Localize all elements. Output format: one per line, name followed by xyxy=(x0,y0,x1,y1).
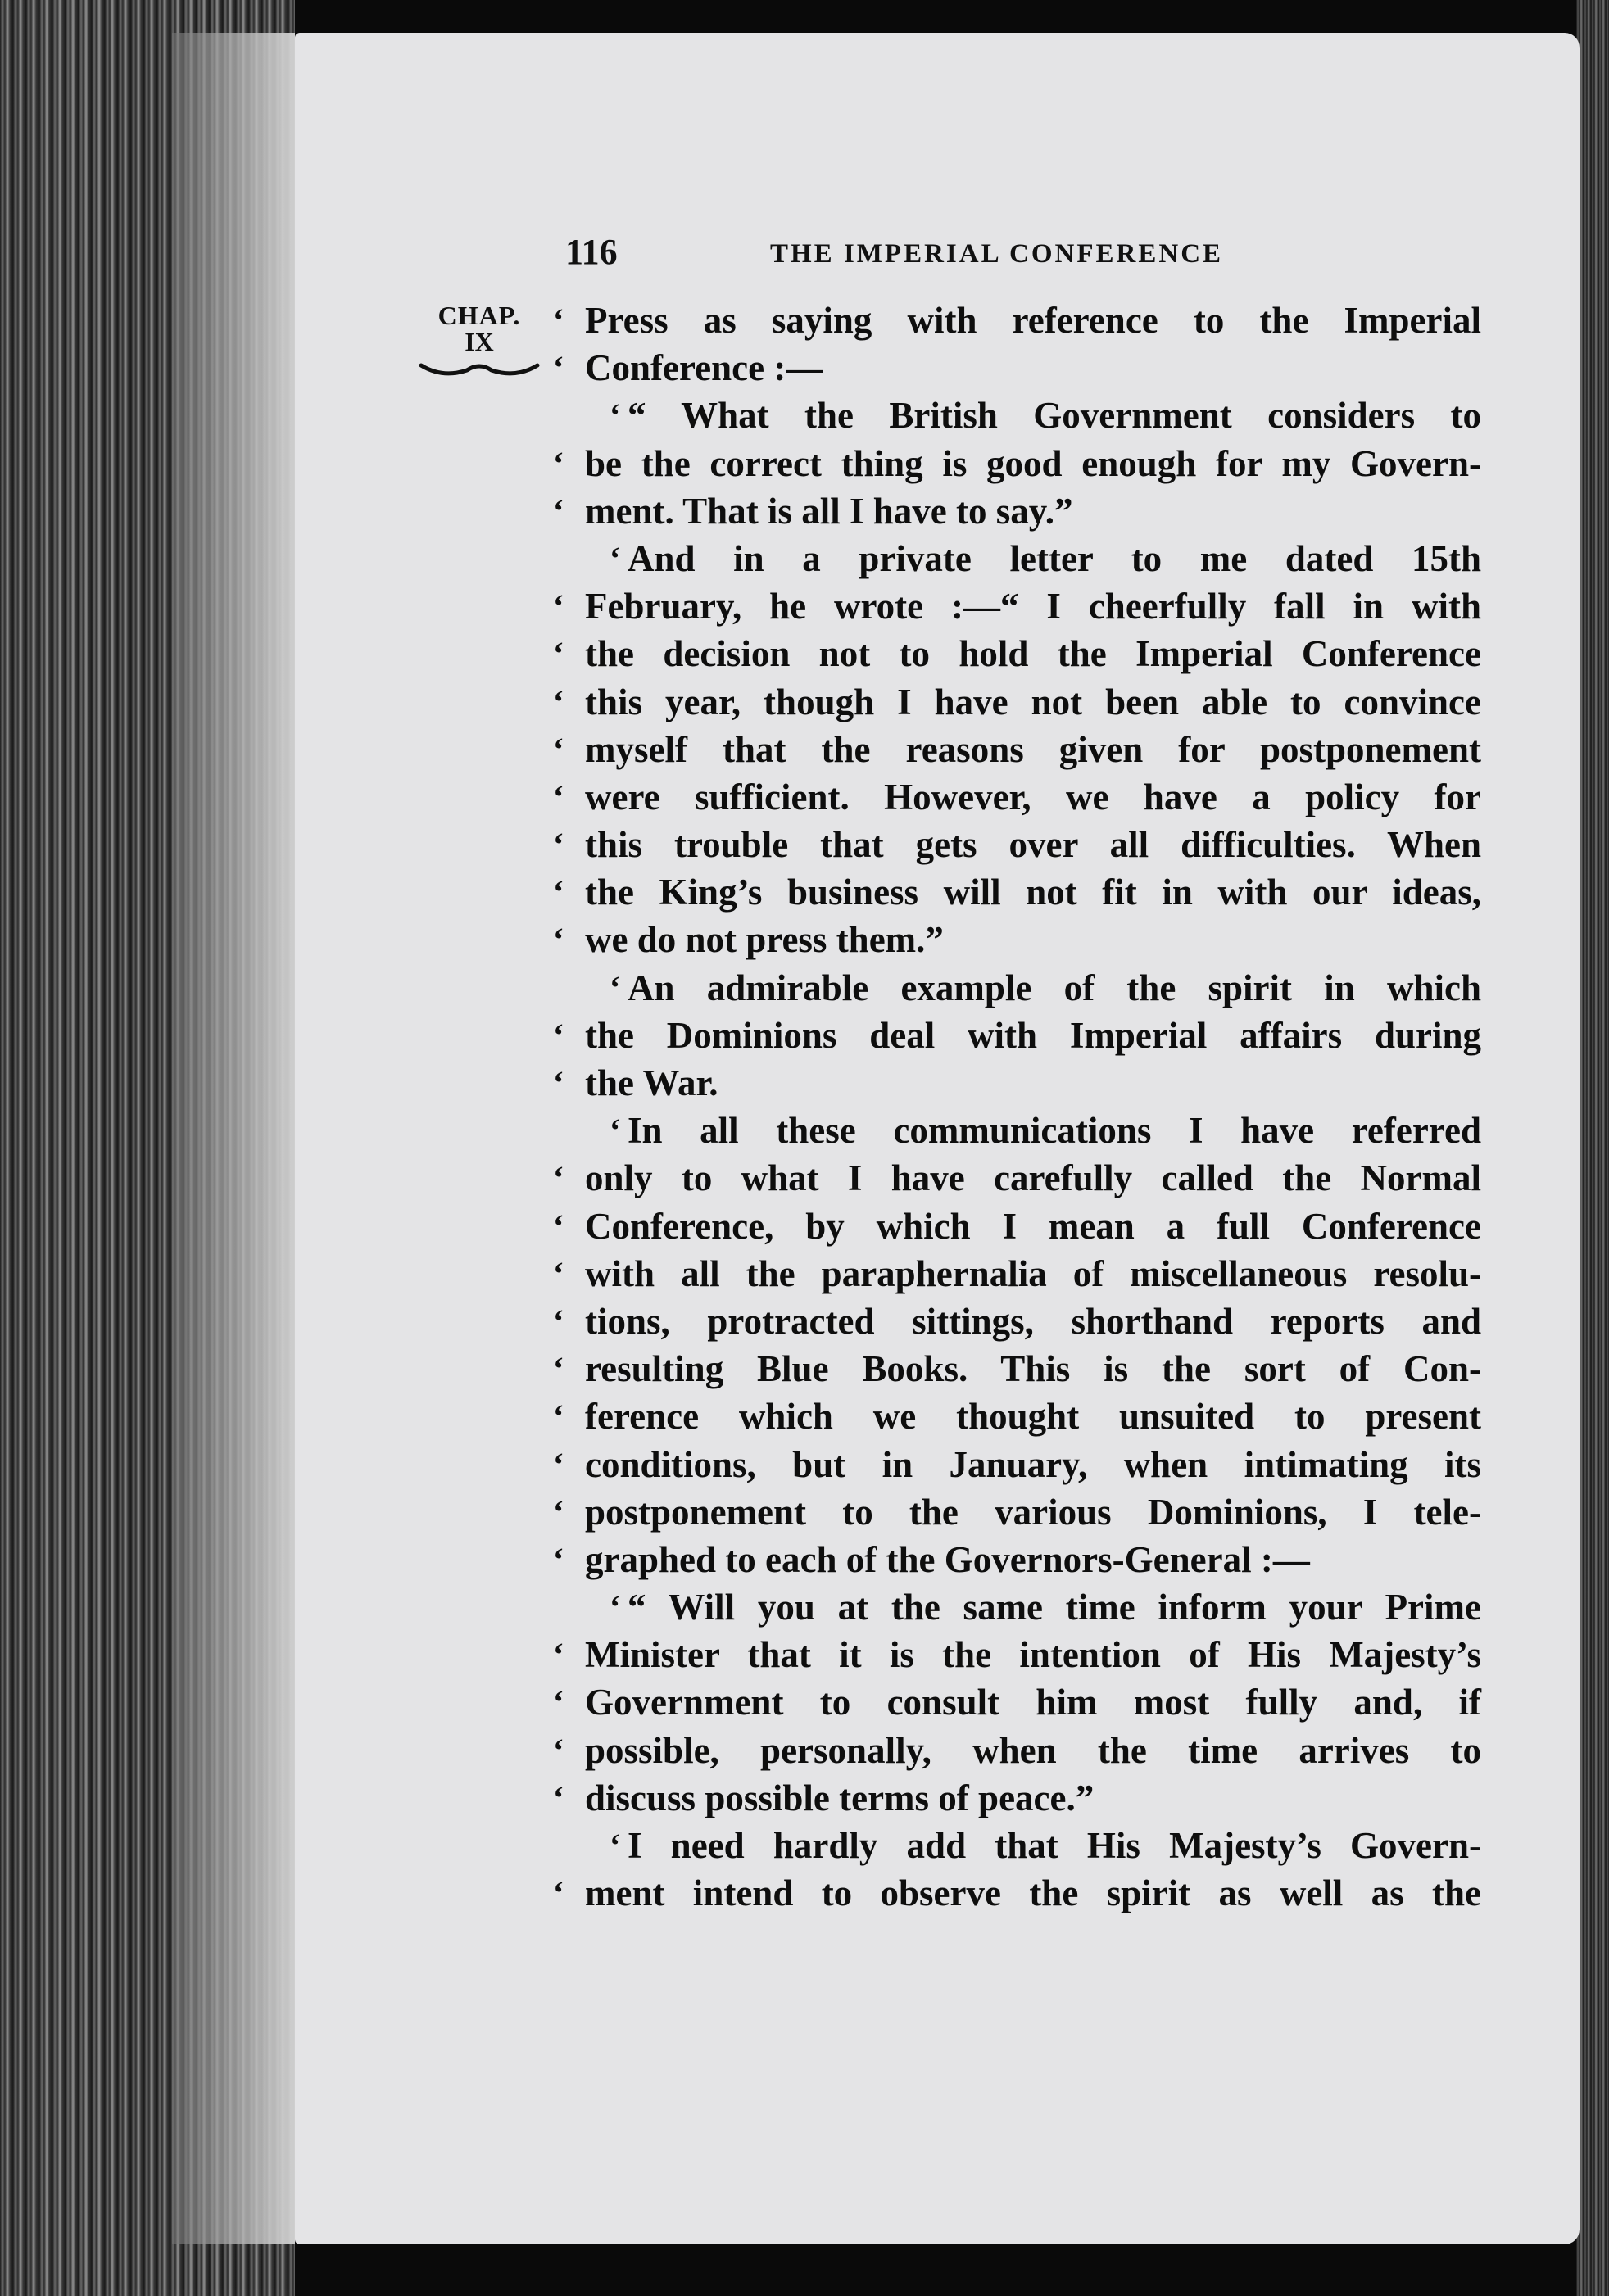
quote-mark: ‘ xyxy=(553,1874,564,1912)
text-line xyxy=(564,1107,1481,1154)
text-line xyxy=(553,1297,1481,1345)
quote-mark: ‘ xyxy=(553,587,564,625)
quote-mark: ‘ xyxy=(553,1064,564,1101)
quote-mark: ‘ xyxy=(610,1112,621,1149)
text-line xyxy=(564,964,1481,1012)
line-text: only to what I have carefully called the Normal xyxy=(585,1157,1481,1199)
book-edge-right xyxy=(1576,0,1609,2296)
quote-mark: ‘ xyxy=(553,1302,564,1339)
text-line xyxy=(553,773,1481,821)
text-line xyxy=(553,868,1481,916)
quote-mark: ‘ xyxy=(553,1159,564,1197)
line-text: An admirable example of the spirit in which xyxy=(628,967,1481,1008)
quote-mark: ‘ xyxy=(553,349,564,387)
line-text: discuss possible terms of peace.” xyxy=(585,1777,1095,1818)
line-text: ference which we thought unsuited to present xyxy=(585,1396,1481,1438)
text-line xyxy=(553,1727,1481,1774)
quote-mark: ‘ xyxy=(553,1397,564,1435)
line-text: tions, protracted sittings, shorthand reports and xyxy=(585,1300,1481,1342)
line-text: Minister that it is the intention of His Majesty’s xyxy=(585,1634,1481,1676)
text-line xyxy=(553,916,1481,963)
quote-mark: ‘ xyxy=(553,1540,564,1578)
text-line xyxy=(564,392,1481,439)
chapter-label: CHAP. xyxy=(437,301,521,330)
text-line xyxy=(553,1059,1481,1107)
line-text: possible, personally, when the time arrives to xyxy=(585,1729,1481,1771)
text-line xyxy=(553,487,1481,535)
line-text: February, he wrote :—“ I cheerfully fall in with xyxy=(585,586,1481,627)
quote-mark: ‘ xyxy=(553,1731,564,1768)
quote-mark: ‘ xyxy=(553,635,564,672)
quote-mark: ‘ xyxy=(553,1445,564,1483)
text-line xyxy=(564,1583,1481,1631)
line-text: the King’s business will not fit in with our ideas, xyxy=(585,872,1481,913)
quote-mark: ‘ xyxy=(553,444,564,482)
line-text: the War. xyxy=(585,1062,718,1103)
line-text: were sufficient. However, we have a policy for xyxy=(585,776,1481,817)
line-text: “ Will you at the same time inform your Prime xyxy=(628,1587,1481,1628)
text-line xyxy=(553,726,1481,773)
line-text: we do not press them.” xyxy=(585,919,944,961)
line-text: the Dominions deal with Imperial affairs during xyxy=(585,1014,1481,1056)
text-line xyxy=(553,821,1481,868)
line-text: resulting Blue Books. This is the sort of Con- xyxy=(585,1348,1481,1390)
page-number: 116 xyxy=(565,232,618,272)
quote-mark: ‘ xyxy=(553,491,564,529)
quote-mark: ‘ xyxy=(553,873,564,911)
text-line xyxy=(553,1441,1481,1488)
quote-mark: ‘ xyxy=(553,1016,564,1053)
quote-mark: ‘ xyxy=(553,682,564,720)
text-line xyxy=(553,1869,1481,1917)
line-text: conditions, but in January, when intimating its xyxy=(585,1443,1481,1485)
quote-mark: ‘ xyxy=(610,539,621,577)
line-text: Press as saying with reference to the Imperial xyxy=(585,300,1481,341)
line-text: ment. That is all I have to say.” xyxy=(585,490,1073,532)
line-text: with all the paraphernalia of miscellaneous resolu- xyxy=(585,1252,1481,1294)
text-line xyxy=(564,1822,1481,1869)
text-line xyxy=(553,1345,1481,1393)
text-line xyxy=(553,582,1481,630)
text-line xyxy=(553,297,1481,344)
quote-mark: ‘ xyxy=(553,1350,564,1388)
quote-mark: ‘ xyxy=(553,1492,564,1530)
quote-mark: ‘ xyxy=(553,921,564,958)
line-text: ment intend to observe the spirit as well as the xyxy=(585,1873,1481,1914)
text-line xyxy=(553,1536,1481,1583)
line-text: Conference, by which I mean a full Conference xyxy=(585,1205,1481,1247)
quote-mark: ‘ xyxy=(553,1683,564,1721)
line-text: Conference :— xyxy=(585,347,823,389)
quote-mark: ‘ xyxy=(610,1588,621,1626)
quote-mark: ‘ xyxy=(553,826,564,863)
quote-mark: ‘ xyxy=(610,1827,621,1864)
quote-mark: ‘ xyxy=(553,777,564,815)
body-text xyxy=(553,297,1481,1917)
quote-mark: ‘ xyxy=(610,968,621,1006)
text-line xyxy=(553,630,1481,677)
line-text: myself that the reasons given for postponement xyxy=(585,728,1481,770)
text-line xyxy=(553,678,1481,726)
line-text: I need hardly add that His Majesty’s Govern- xyxy=(628,1825,1481,1866)
quote-mark: ‘ xyxy=(553,1207,564,1244)
quote-mark: ‘ xyxy=(610,396,621,434)
text-line xyxy=(553,344,1481,392)
text-line xyxy=(553,1154,1481,1202)
page-header xyxy=(565,231,1278,280)
quote-mark: ‘ xyxy=(553,730,564,768)
quote-mark: ‘ xyxy=(553,1254,564,1292)
book-spine-left xyxy=(0,0,295,2296)
line-text: graphed to each of the Governors-General :— xyxy=(585,1538,1310,1580)
quote-mark: ‘ xyxy=(553,301,564,338)
line-text: Government to consult him most fully and, if xyxy=(585,1682,1481,1723)
text-line xyxy=(553,1774,1481,1822)
chapter-margin-note xyxy=(414,301,545,380)
chapter-number: IX xyxy=(465,327,494,356)
flourish-ornament-icon xyxy=(418,359,541,380)
line-text: And in a private letter to me dated 15th xyxy=(628,537,1481,579)
text-line xyxy=(553,1012,1481,1059)
quote-mark: ‘ xyxy=(553,1778,564,1816)
running-head: THE IMPERIAL CONFERENCE xyxy=(770,239,1224,269)
text-line xyxy=(553,1631,1481,1678)
line-text: be the correct thing is good enough for my Govern- xyxy=(585,442,1481,484)
text-line xyxy=(553,1678,1481,1726)
text-line xyxy=(564,535,1481,582)
text-line xyxy=(553,1393,1481,1440)
text-line xyxy=(553,1202,1481,1250)
line-text: the decision not to hold the Imperial Conference xyxy=(585,633,1481,675)
line-text: In all these communications I have referred xyxy=(628,1110,1481,1152)
line-text: this trouble that gets over all difficulties. When xyxy=(585,824,1481,866)
quote-mark: ‘ xyxy=(553,1636,564,1673)
line-text: postponement to the various Dominions, I tele- xyxy=(585,1491,1481,1533)
text-line xyxy=(553,1488,1481,1536)
text-line xyxy=(553,1250,1481,1297)
line-text: this year, though I have not been able to convince xyxy=(585,681,1481,722)
line-text: “ What the British Government considers to xyxy=(628,395,1481,437)
text-line xyxy=(553,440,1481,487)
